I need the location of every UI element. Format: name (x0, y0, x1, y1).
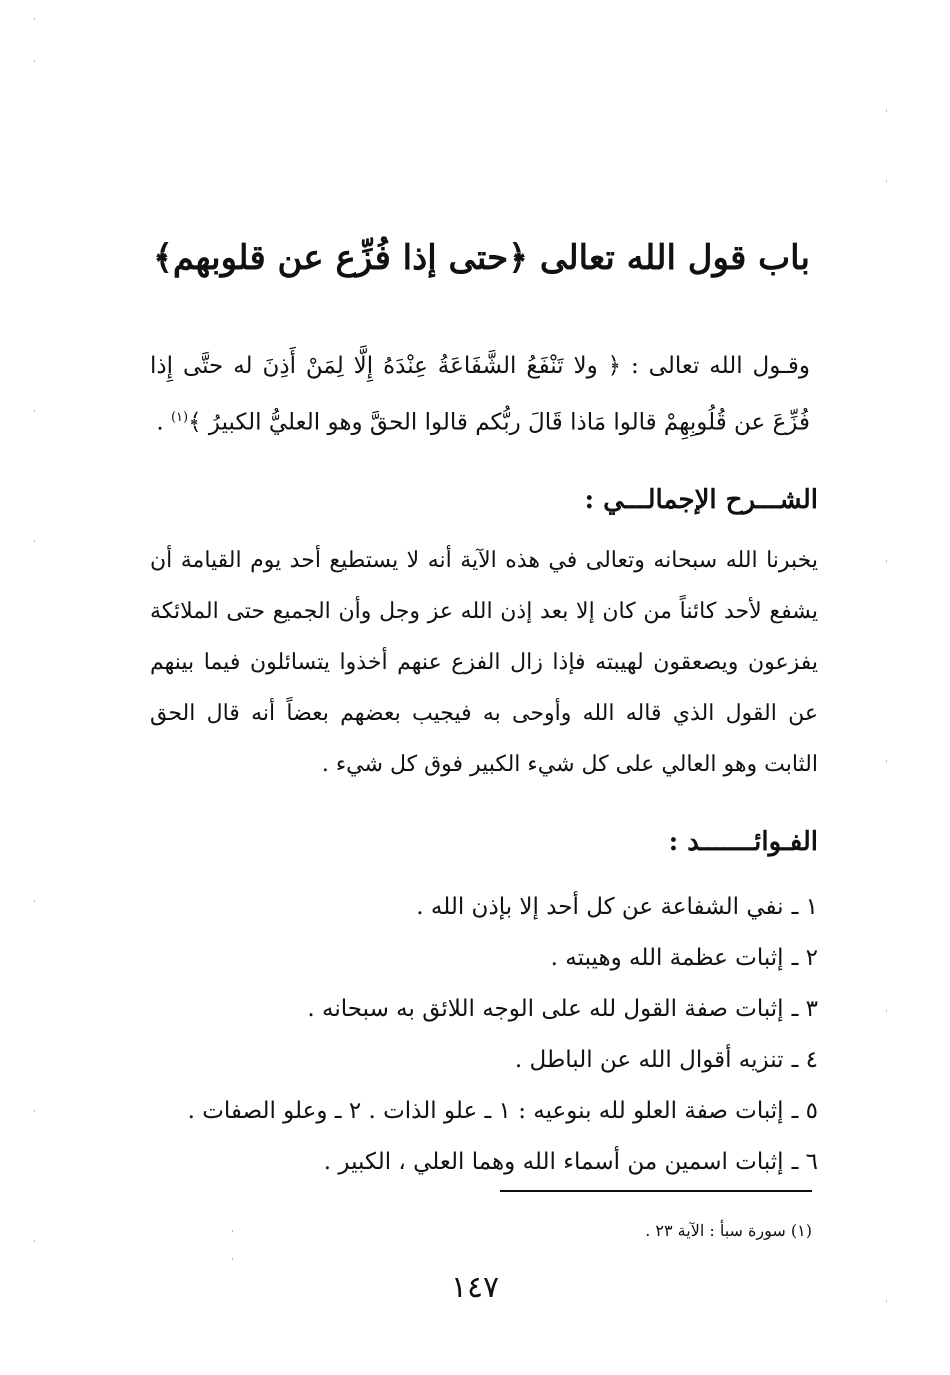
summary-heading: الشـــرح الإجمالـــي : (584, 485, 818, 515)
scan-dot (34, 1240, 35, 1242)
list-item (150, 1035, 818, 1086)
list-item-text: تنزيه أقوال الله عن الباطل . (514, 1047, 784, 1073)
scan-dot (886, 110, 887, 112)
list-item-number: ٦ ـ (791, 1149, 818, 1175)
benefits-heading: الفـوائـــــــد : (668, 827, 818, 857)
verse-text: وقـول الله تعالى : ﴿ ولا تَنْفَعُ الشَّفَاعَةُ عِنْدَهُ إِلَّا لِمَنْ أَذِنَ له حتَّى إِذا فُزِّعَ عن قُلُوبِهِمْ قالوا مَاذا قَالَ ربُّكم قالوا الحقَّ وهو العليُّ الكبيرُ ﴾ (150, 353, 810, 436)
list-item (150, 882, 818, 933)
scan-dot (34, 60, 35, 62)
summary-paragraph: يخبرنا الله سبحانه وتعالى في هذه الآية أنه لا يستطيع أحد يوم القيامة أن يشفع لأحد كائناً من كان إلا بعد إذن الله عز وجل وأن الجميع حتى الملائكة يفزعون ويصعقون لهيبته فإذا زال الفزع عنهم أخذوا يتسائلون فيما بينهم عن القول الذي قاله الله وأوحى به فيجيب بعضهم بعضاً أنه قال الحق الثابت وهو العالي على كل شيء الكبير فوق كل شيء . (150, 548, 818, 777)
list-item-number: ١ ـ (791, 894, 818, 920)
list-item-text: نفي الشفاعة عن كل أحد إلا بإذن الله . (416, 894, 784, 920)
scan-dot (886, 760, 887, 762)
scan-dot (34, 1110, 35, 1112)
verse-footnote-ref: (١) (170, 410, 189, 425)
list-item-number: ٤ ـ (791, 1047, 818, 1073)
list-item (150, 984, 818, 1035)
quran-verse (150, 340, 810, 449)
list-item-text: إثبات صفة العلو لله بنوعيه : ١ ـ علو الذات . ٢ ـ وعلو الصفات . (187, 1098, 784, 1124)
scan-dot (232, 1258, 233, 1260)
verse-end: . (156, 409, 171, 436)
list-item-text: إثبات اسمين من أسماء الله وهما العلي ، الكبير . (323, 1149, 784, 1175)
footnote: (١) سورة سبأ : الآية ٢٣ . (645, 1221, 812, 1240)
list-item-text: إثبات صفة القول لله على الوجه اللائق به سبحانه . (307, 996, 784, 1022)
scan-dot (886, 560, 887, 562)
footnote-divider (500, 1190, 812, 1192)
scan-dot (34, 540, 35, 542)
list-item (150, 933, 818, 984)
list-item (150, 1086, 818, 1137)
list-item-number: ٥ ـ (791, 1098, 818, 1124)
benefits-list (150, 882, 818, 1188)
scan-dot (886, 180, 887, 182)
scan-dot (886, 1010, 887, 1012)
page-number: ١٤٧ (450, 1270, 500, 1305)
list-item-text: إثبات عظمة الله وهيبته . (550, 945, 784, 971)
scan-dot (232, 1230, 233, 1232)
scan-dot (34, 900, 35, 902)
scan-dot (34, 410, 35, 412)
list-item-number: ٣ ـ (791, 996, 818, 1022)
list-item (150, 1137, 818, 1188)
list-item-number: ٢ ـ (791, 945, 818, 971)
chapter-title: باب قول الله تعالى ﴿حتى إذا فُزِّع عن قلوبهم﴾ (152, 238, 810, 278)
scan-dot (34, 18, 35, 20)
scan-dot (886, 1300, 887, 1302)
